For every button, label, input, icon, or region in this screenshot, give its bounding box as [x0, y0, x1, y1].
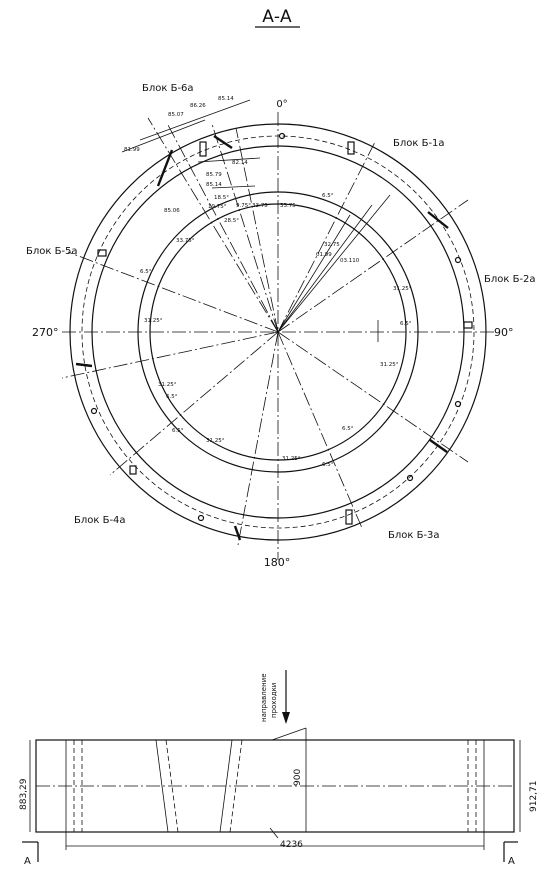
inner-dim: 900: [293, 768, 303, 786]
section-title: А-А: [262, 7, 292, 27]
dim-text: 31.25°: [158, 382, 177, 388]
angle-label-left: 270°: [32, 326, 59, 339]
radial-line: [148, 118, 278, 332]
dim-text: 32.75: [324, 242, 340, 248]
section-marker-left: А: [24, 856, 31, 867]
connector-mark: [200, 142, 206, 156]
angle-label-top: 0°: [276, 99, 288, 110]
bolt-hole: [456, 402, 461, 407]
radial-line: [278, 195, 390, 332]
radial-line: [62, 332, 278, 378]
connector-mark: [130, 466, 136, 474]
elevation-view: [19, 670, 539, 867]
dim-text: 31.25°: [144, 318, 163, 324]
bolt-hole: [408, 476, 413, 481]
direction-label-1: направление: [260, 673, 268, 722]
dim-text: 6.5°: [172, 428, 184, 434]
dim-text: 31.25°: [206, 438, 225, 444]
block-label-b2: Блок Б-2а: [484, 274, 536, 285]
dim-text: 31.25°: [380, 362, 399, 368]
slope-line: [272, 728, 306, 740]
dim-text: 81.99: [124, 147, 140, 153]
dim-text: 18.5°: [214, 195, 229, 201]
radial-line: [278, 332, 468, 462]
radial-line: [110, 332, 278, 475]
dim-text: 6.5°: [166, 394, 178, 400]
dim-text: 85.07: [168, 112, 184, 118]
bolt-hole: [199, 516, 204, 521]
radial-line: [68, 252, 278, 332]
dim-text: 6.5°: [342, 426, 354, 432]
block-joint: [235, 526, 240, 540]
radial-line: [278, 215, 350, 332]
block-joint: [76, 364, 92, 366]
bolt-hole: [456, 258, 461, 263]
dim-text: 82.14: [232, 160, 248, 166]
radial-line: [212, 124, 278, 332]
dim-text: 9.75°: [236, 203, 251, 209]
direction-label-2: проходки: [270, 682, 278, 718]
dim-text: 31.25°: [393, 286, 412, 292]
dim-text: 33.75°: [176, 238, 195, 244]
dim-text: 19.75°: [208, 204, 227, 210]
connector-mark: [346, 510, 352, 524]
dim-text: 6.5°: [140, 269, 152, 275]
plan-view: [26, 83, 536, 569]
center-tick: [270, 828, 278, 838]
angle-label-right: 90°: [494, 326, 514, 339]
block-label-b5: Блок Б-5а: [26, 246, 78, 257]
radial-line: [236, 128, 278, 332]
connector-mark: [464, 322, 472, 328]
dim-text: 85.06: [164, 208, 180, 214]
dim-text: 6.5°: [322, 193, 334, 199]
dim-text: 03.110: [340, 258, 360, 264]
direction-arrowhead: [282, 712, 290, 724]
connector-mark: [348, 142, 354, 154]
dim-text: 86.26: [190, 103, 206, 109]
dim-text: 6.5°: [322, 462, 334, 468]
dim-text: 85.14: [206, 182, 222, 188]
block-label-b3: Блок Б-3а: [388, 530, 440, 541]
dim-text: 33.75: [252, 203, 268, 209]
dim-text: 6.5°: [400, 321, 412, 327]
block-label-b4: Блок Б-4а: [74, 515, 126, 526]
radial-line: [278, 205, 372, 332]
radial-line: [238, 332, 278, 545]
dim-text: 33.75: [280, 203, 296, 209]
block-label-b6: Блок Б-6а: [142, 83, 194, 94]
dim-text: 01.99: [316, 252, 332, 258]
left-height: 883,29: [19, 778, 29, 810]
section-marker-right: А: [508, 856, 515, 867]
right-height: 912,71: [529, 780, 539, 812]
dim-text: 85.79: [206, 172, 222, 178]
width-dim: 4236: [280, 840, 303, 850]
block-label-b1: Блок Б-1а: [393, 138, 445, 149]
dim-text: 28.5°: [224, 218, 239, 224]
bolt-hole: [92, 409, 97, 414]
dim-text: 85.14: [218, 96, 234, 102]
radial-line: [278, 142, 375, 332]
dim-text: 31.25°: [282, 456, 301, 462]
angle-label-bottom: 180°: [263, 556, 291, 569]
